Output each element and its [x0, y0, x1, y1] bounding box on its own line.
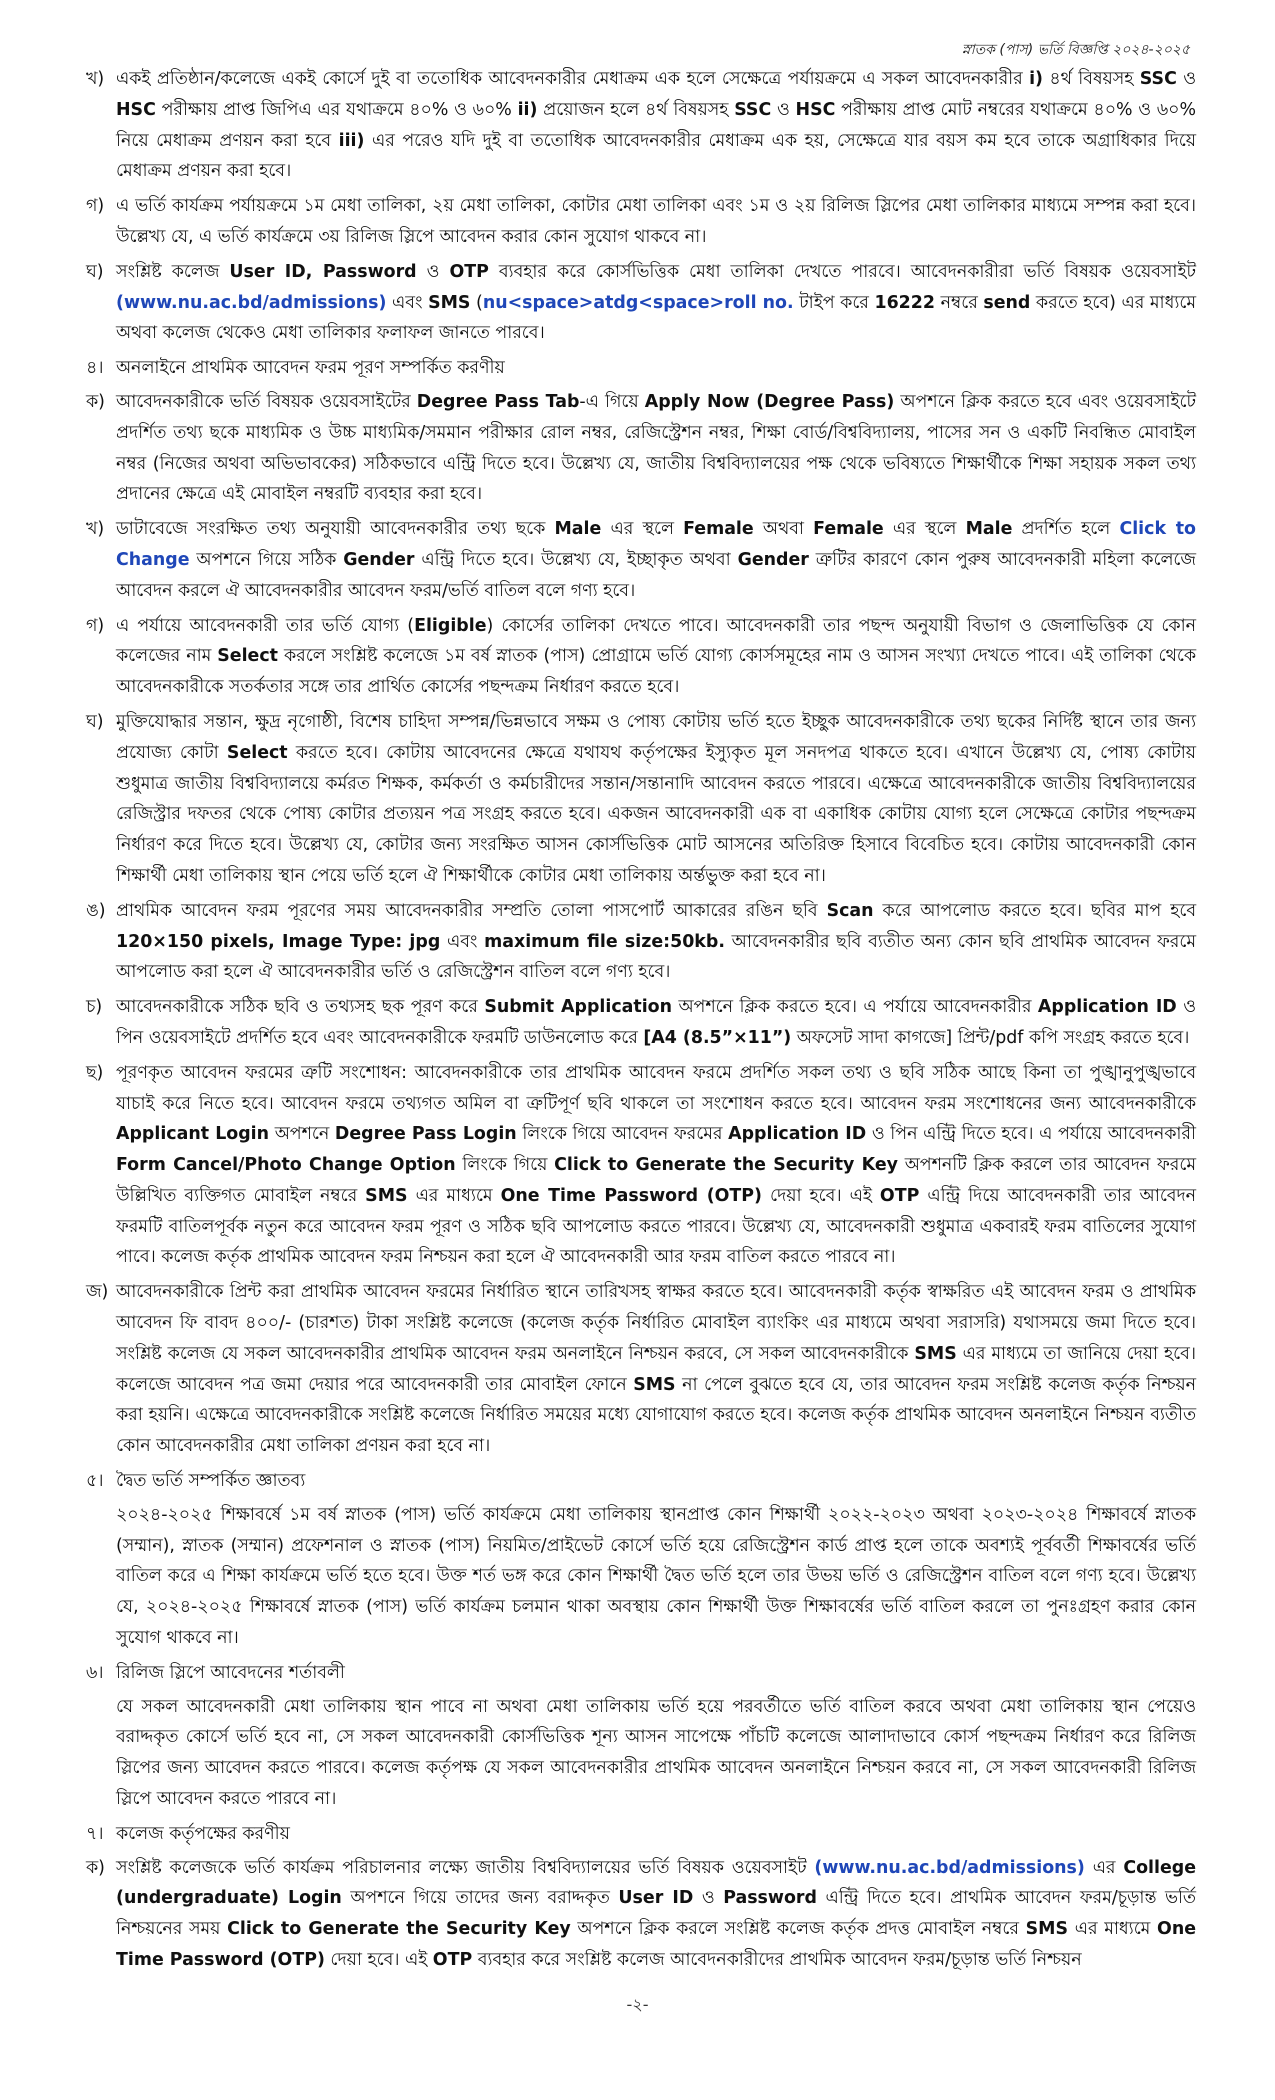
clause-ka-college-login: [86, 1853, 1196, 1976]
clause-text: আবেদনকারীকে প্রিন্ট করা প্রাথমিক আবেদন ফরমের নির্ধারিত স্থানে তারিখসহ স্বাক্ষর করতে হবে। আবেদনকারী কর্তৃক স্বাক্ষরিত এই আবেদন ফরম ও প্রাথমিক আবেদন ফি বাবদ ৪০০/- (চারশত) টাকা সংশ্লিষ্ট কলেজে (কলেজ কর্তৃক নির্ধারিত মোবাইল ব্যাংকিং এর মাধ্যমে অথবা সরাসরি) যথাসময়ে জমা দিতে হবে। সংশ্লিষ্ট কলেজ যে সকল আবেদনকারীর প্রাথমিক আবেদন ফরম অনলাইনে নিশ্চয়ন করবে, সে সকল আবেদনকারীকে SMS এর মাধ্যমে তা জানিয়ে দেয়া হবে। কলেজে আবেদন পত্র জমা দেয়ার পরে আবেদনকারী তার মোবাইল ফোনে SMS না পেলে বুঝতে হবে যে, তার আবেদন ফরম সংশ্লিষ্ট কলেজ কর্তৃক নিশ্চয়ন করা হয়নি। এক্ষেত্রে আবেদনকারীকে সংশ্লিষ্ট কলেজে নির্ধারিত সময়ের মধ্যে যোগাযোগ করতে হবে। কলেজ কর্তৃক প্রাথমিক আবেদন অনলাইনে নিশ্চয়ন ব্যতীত কোন আবেদনকারীর মেধা তালিকা প্রণয়ন করা হবে না।: [116, 1282, 1196, 1457]
clause-label: ছ): [86, 1062, 104, 1083]
clause-label: গ): [86, 196, 105, 217]
document-body: [86, 64, 1196, 1980]
clause-chha-correction: [86, 1058, 1196, 1274]
section-5-text: ২০২৪-২০২৫ শিক্ষাবর্ষে ১ম বর্ষ স্নাতক (পাস) ভর্তি কার্যক্রমে মেধা তালিকায় স্থানপ্রাপ্ত কোন শিক্ষার্থী ২০২২-২০২৩ অথবা ২০২৩-২০২৪ শিক্ষাবর্ষে স্নাতক (সম্মান), স্নাতক (সম্মান) প্রফেশনাল ও স্নাতক (পাস) নিয়মিত/প্রাইভেট কোর্সে ভর্তি হয়ে রেজিস্ট্রেশন কার্ড প্রাপ্ত হলে তাকে অবশ্যই পূর্ববর্তী শিক্ষাবর্ষের ভর্তি বাতিল করে এ শিক্ষা কার্যক্রমে ভর্তি হতে হবে। উক্ত শর্ত ভঙ্গ করে কোন শিক্ষার্থী দ্বৈত ভর্তি হলে তার উভয় ভর্তি ও রেজিস্ট্রেশন বাতিল বলে গণ্য হবে। উল্লেখ্য যে, ২০২৪-২০২৫ শিক্ষাবর্ষে স্নাতক (পাস) ভর্তি কার্যক্রম চলমান থাকা অবস্থায় কোন শিক্ষার্থী উক্ত শিক্ষাবর্ষের ভর্তি বাতিল করলে তা পুনঃগ্রহণ করার কোন সুযোগ থাকবে না।: [116, 1504, 1196, 1649]
section-6-heading: ৬। রিলিজ স্লিপে আবেদনের শর্তাবলী: [86, 1662, 345, 1683]
section-5-heading: ৫। দ্বৈত ভর্তি সম্পর্কিত জ্ঞাতব্য: [86, 1471, 306, 1492]
admissions-link[interactable]: (www.nu.ac.bd/admissions): [116, 292, 387, 313]
section-7-heading: ৭। কলেজ কর্তৃপক্ষের করণীয়: [86, 1823, 290, 1844]
page-number: -২-: [626, 1995, 649, 2014]
clause-kha-merit-tie: [86, 64, 1196, 187]
clause-label: ঘ): [86, 261, 104, 282]
clause-ka-apply-now: [86, 387, 1196, 510]
clause-label: ঘ): [86, 711, 104, 732]
clause-label: খ): [86, 519, 105, 540]
clause-ga-eligible-courses: [86, 611, 1196, 703]
clause-gha-view-merit: [86, 257, 1196, 349]
clause-label: ক): [86, 391, 105, 412]
clause-uma-photo: [86, 896, 1196, 988]
clause-ja-fee: [86, 1277, 1196, 1462]
section-6-text: যে সকল আবেদনকারী মেধা তালিকায় স্থান পাবে না অথবা মেধা তালিকায় ভর্তি হয়ে পরবর্তীতে ভর্তি বাতিল করবে অথবা মেধা তালিকায় স্থান পেয়েও বরাদ্দকৃত কোর্সে ভর্তি হবে না, সে সকল আবেদনকারী কোর্সভিত্তিক শূন্য আসন সাপেক্ষে পাঁচটি কলেজে আলাদাভাবে কোর্স পছন্দক্রম নির্ধারণ করে রিলিজ স্লিপের জন্য আবেদন করতে পারবে। কলেজ কর্তৃপক্ষ যে সকল আবেদনকারীর প্রাথমিক আবেদন অনলাইনে নিশ্চয়ন করবে না, সে সকল আবেদনকারী রিলিজ স্লিপে আবেদন করতে পারবে না।: [116, 1696, 1196, 1810]
clause-label: গ): [86, 615, 105, 636]
clause-cha-submit: [86, 992, 1196, 1054]
clause-text: প্রাথমিক আবেদন ফরম পূরণের সময় আবেদনকারীর সম্প্রতি তোলা পাসপোর্ট আকারের রঙিন ছবি Scan করে আপলোড করতে হবে। ছবির মাপ হবে 120×150 pixels, Image Type: jpg এবং maximum file size:50kb. আবেদনকারীর ছবি ব্যতীত অন্য কোন ছবি প্রাথমিক আবেদন ফরমে আপলোড করা হলে ঐ আবেদনকারীর ভর্তি ও রেজিস্ট্রেশন বাতিল বলে গণ্য হবে।: [116, 900, 1197, 983]
section-4-heading: ৪। অনলাইনে প্রাথমিক আবেদন ফরম পূরণ সম্পর্কিত করণীয়: [86, 358, 505, 379]
clause-label: জ): [86, 1282, 109, 1303]
sms-format: nu<space>atdg<space>roll no.: [482, 292, 794, 313]
admissions-link[interactable]: (www.nu.ac.bd/admissions): [814, 1857, 1085, 1878]
clause-label: চ): [86, 997, 103, 1018]
clause-label: ক): [86, 1857, 105, 1878]
clause-text: পূরণকৃত আবেদন ফরমের ত্রুটি সংশোধন: আবেদনকারীকে তার প্রাথমিক আবেদন ফরমে প্রদর্শিত সকল তথ্য ও ছবি সঠিক আছে কিনা তা পুঙ্খানুপুঙ্খভাবে যাচাই করে নিতে হবে। আবেদন ফরমে তথ্যগত অমিল বা ত্রুটিপূর্ণ ছবি থাকলে তা সংশোধন করতে হবে। আবেদন ফরম সংশোধনের জন্য আবেদনকারীকে Applicant Login অপশনে Degree Pass Login লিংকে গিয়ে আবেদন ফরমের Application ID ও পিন এন্ট্রি দিতে হবে। এ পর্যায়ে আবেদনকারী Form Cancel/Photo Change Option লিংকে গিয়ে Click to Generate the Security Key অপশনটি ক্লিক করলে তার আবেদন ফরমে উল্লিখিত ব্যক্তিগত মোবাইল নম্বরে SMS এর মাধ্যমে One Time Password (OTP) দেয়া হবে। এই OTP এন্ট্রি দিয়ে আবেদনকারী তার আবেদন ফরমটি বাতিলপূর্বক নতুন করে আবেদন ফরম পূরণ ও সঠিক ছবি আপলোড করতে পারবে। উল্লেখ্য যে, আবেদনকারী শুধুমাত্র একবারই ফরম বাতিলের সুযোগ পাবে। কলেজ কর্তৃক প্রাথমিক আবেদন ফরম নিশ্চয়ন করা হলে ঐ আবেদনকারী আর ফরম বাতিল করতে পারবে না।: [116, 1062, 1196, 1268]
clause-ga-merit-lists: [86, 191, 1196, 253]
clause-text: মুক্তিযোদ্ধার সন্তান, ক্ষুদ্র নৃগোষ্ঠী, বিশেষ চাহিদা সম্পন্ন/ভিন্নভাবে সক্ষম ও পোষ্য কোটায় ভর্তি হতে ইচ্ছুক আবেদনকারীকে তথ্য ছকের নির্দিষ্ট স্থানে তার জন্য প্রযোজ্য কোটা Select করতে হবে। কোটায় আবেদনের ক্ষেত্রে যথাযথ কর্তৃপক্ষের ইস্যুকৃত মূল সনদপত্র থাকতে হবে। এখানে উল্লেখ্য যে, পোষ্য কোটায় শুধুমাত্র জাতীয় বিশ্ববিদ্যালয়ে কর্মরত শিক্ষক, কর্মকর্তা ও কর্মচারীদের সন্তান/সন্তানাদি আবেদন করতে পারবে। এক্ষেত্রে আবেদনকারীকে জাতীয় বিশ্ববিদ্যালয়ের রেজিস্ট্রার দফতর থেকে পোষ্য কোটার প্রত্যয়ন পত্র সংগ্রহ করতে হবে। একজন আবেদনকারী এক বা একাধিক কোটায় যোগ্য হলে সেক্ষেত্রে কোটার পছন্দক্রম নির্ধারণ করে দিতে হবে। উল্লেখ্য যে, কোটার জন্য সংরক্ষিত আসন কোর্সভিত্তিক মোট আসনের অতিরিক্ত হিসাবে বিবেচিত হবে। কোটায় আবেদনকারী কোন শিক্ষার্থী মেধা তালিকায় স্থান পেয়ে ভর্তি হলে ঐ শিক্ষার্থীকে কোটার মেধা তালিকায় অর্ন্তভুক্ত করা হবে না।: [116, 711, 1196, 886]
clause-text: এ ভর্তি কার্যক্রম পর্যায়ক্রমে ১ম মেধা তালিকা, ২য় মেধা তালিকা, কোটার মেধা তালিকা এবং ১ম ও ২য় রিলিজ স্লিপের মেধা তালিকার মাধ্যমে সম্পন্ন করা হবে। উল্লেখ্য যে, এ ভর্তি কার্যক্রমে ৩য় রিলিজ স্লিপে আবেদন করার কোন সুযোগ থাকবে না।: [116, 196, 1196, 247]
clause-label: খ): [86, 69, 105, 89]
clause-text: ডাটাবেজে সংরক্ষিত তথ্য অনুযায়ী আবেদনকারীর তথ্য ছকে Male এর স্থলে Female অথবা Female এর স্থলে Male প্রদর্শিত হলে Click to Change অপশনে গিয়ে সঠিক Gender এন্ট্রি দিতে হবে। উল্লেখ্য যে, ইচ্ছাকৃত অথবা Gender ত্রুটির কারণে কোন পুরুষ আবেদনকারী মহিলা কলেজে আবেদন করলে ঐ আবেদনকারীর আবেদন ফরম/ভর্তি বাতিল বলে গণ্য হবে।: [116, 519, 1196, 601]
clause-label: ঙ): [86, 900, 106, 921]
click-to-change-link[interactable]: Click to Change: [116, 519, 1196, 570]
page-header: স্নাতক (পাস) ভর্তি বিজ্ঞপ্তি ২০২৪-২০২৫: [961, 42, 1190, 58]
clause-kha-gender: [86, 514, 1196, 606]
clause-text: সংশ্লিষ্ট কলেজ User ID, Password ও OTP ব্যবহার করে কোর্সভিত্তিক মেধা তালিকা দেখতে পারবে। আবেদনকারীরা ভর্তি বিষয়ক ওয়েবসাইট (www.nu.ac.bd/admissions) এবং SMS (nu<space>atdg<space>roll no. টাইপ করে 16222 নম্বরে send করতে হবে) এর মাধ্যমে অথবা কলেজ থেকেও মেধা তালিকার ফলাফল জানতে পারবে।: [116, 261, 1197, 344]
clause-text: সংশ্লিষ্ট কলেজকে ভর্তি কার্যক্রম পরিচালনার লক্ষ্যে জাতীয় বিশ্ববিদ্যালয়ের ভর্তি বিষয়ক ওয়েবসাইট (www.nu.ac.bd/admissions) এর College (undergraduate) Login অপশনে গিয়ে তাদের জন্য বরাদ্দকৃত User ID ও Password এন্ট্রি দিতে হবে। প্রাথমিক আবেদন ফরম/চূড়ান্ত ভর্তি নিশ্চয়নের সময় Click to Generate the Security Key অপশনে ক্লিক করলে সংশ্লিষ্ট কলেজ কর্তৃক প্রদত্ত মোবাইল নম্বরে SMS এর মাধ্যমে One Time Password (OTP) দেয়া হবে। এই OTP ব্যবহার করে সংশ্লিষ্ট কলেজ আবেদনকারীদের প্রাথমিক আবেদন ফরম/চূড়ান্ত ভর্তি নিশ্চয়ন: [116, 1857, 1197, 1971]
clause-text: একই প্রতিষ্ঠান/কলেজে একই কোর্সে দুই বা ততোধিক আবেদনকারীর মেধাক্রম এক হলে সেক্ষেত্রে পর্যায়ক্রমে এ সকল আবেদনকারীর i) ৪র্থ বিষয়সহ SSC ও HSC পরীক্ষায় প্রাপ্ত জিপিএ এর যথাক্রমে ৪০% ও ৬০% ii) প্রয়োজন হলে ৪র্থ বিষয়সহ SSC ও HSC পরীক্ষায় প্রাপ্ত মোট নম্বরের যথাক্রমে ৪০% ও ৬০% নিয়ে মেধাক্রম প্রণয়ন করা হবে iii) এর পরেও যদি দুই বা ততোধিক আবেদনকারীর মেধাক্রম এক হয়, সেক্ষেত্রে যার বয়স কম হবে তাকে অগ্রাধিকার দিয়ে মেধাক্রম প্রণয়ন করা হবে।: [116, 69, 1197, 182]
clause-text: আবেদনকারীকে সঠিক ছবি ও তথ্যসহ ছক পূরণ করে Submit Application অপশনে ক্লিক করতে হবে। এ পর্যায়ে আবেদনকারীর Application ID ও পিন ওয়েবসাইটে প্রদর্শিত হবে এবং আবেদনকারীকে ফরমটি ডাউনলোড করে [A4 (8.5”×11”) অফসেট সাদা কাগজে] প্রিন্ট/pdf কপি সংগ্রহ করতে হবে।: [116, 997, 1196, 1048]
clause-text: আবেদনকারীকে ভর্তি বিষয়ক ওয়েবসাইটের Degree Pass Tab-এ গিয়ে Apply Now (Degree Pass) অপশনে ক্লিক করতে হবে এবং ওয়েবসাইটে প্রদর্শিত তথ্য ছকে মাধ্যমিক ও উচ্চ মাধ্যমিক/সমমান পরীক্ষার রোল নম্বর, রেজিস্ট্রেশন নম্বর, শিক্ষা বোর্ড/বিশ্ববিদ্যালয়, পাসের সন ও একটি নিবন্ধিত মোবাইল নম্বর (নিজের অথবা অভিভাবকের) সঠিকভাবে এন্ট্রি দিতে হবে। উল্লেখ্য যে, জাতীয় বিশ্ববিদ্যালয়ের পক্ষ থেকে ভবিষ্যতে শিক্ষার্থীকে শিক্ষা সহায়ক সকল তথ্য প্রদানের ক্ষেত্রে এই মোবাইল নম্বরটি ব্যবহার করা হবে।: [116, 391, 1196, 505]
clause-gha-quota: [86, 707, 1196, 892]
clause-text: এ পর্যায়ে আবেদনকারী তার ভর্তি যোগ্য (Eligible) কোর্সের তালিকা দেখতে পাবে। আবেদনকারী তার পছন্দ অনুযায়ী বিভাগ ও জেলাভিত্তিক যে কোন কলেজের নাম Select করলে সংশ্লিষ্ট কলেজে ১ম বর্ষ স্নাতক (পাস) প্রোগ্রামে ভর্তি যোগ্য কোর্সসমূহের নাম ও আসন সংখ্যা দেখতে পাবে। এই তালিকা থেকে আবেদনকারীকে সতর্কতার সঙ্গে তার প্রার্থিত কোর্সের পছন্দক্রম নির্ধারণ করতে হবে।: [116, 615, 1196, 698]
